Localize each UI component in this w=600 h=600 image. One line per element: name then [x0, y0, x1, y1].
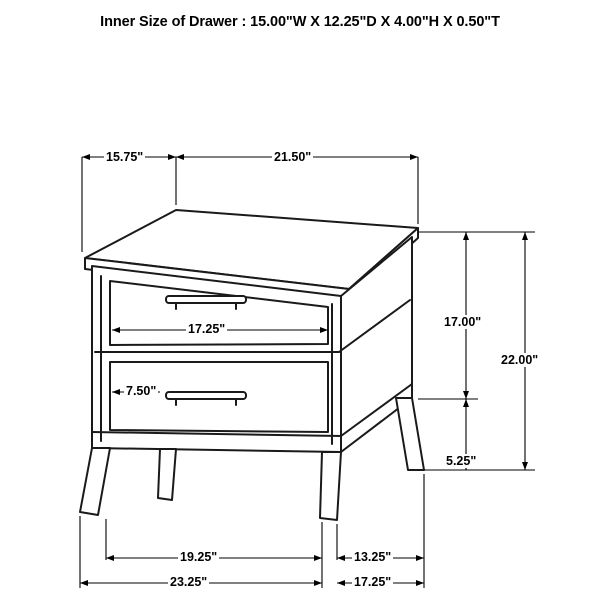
dim-overall-depth: 17.25": [354, 575, 392, 589]
dim-cabinet-height: 17.00": [444, 315, 482, 329]
dim-top-width: 21.50": [274, 150, 312, 164]
dim-drawer-bottom-height: 7.50": [126, 384, 157, 398]
dim-base-front-width: 19.25": [180, 550, 218, 564]
dim-drawer-top-width: 17.25": [188, 322, 226, 336]
dim-top-depth: 15.75": [106, 150, 144, 164]
dim-leg-height: 5.25": [446, 454, 477, 468]
dim-base-side-depth: 13.25": [354, 550, 392, 564]
page-title: Inner Size of Drawer : 15.00"W X 12.25"D X 4.00"H X 0.50"T: [100, 14, 500, 30]
dim-overall-width: 23.25": [170, 575, 208, 589]
dim-total-height: 22.00": [501, 353, 539, 367]
